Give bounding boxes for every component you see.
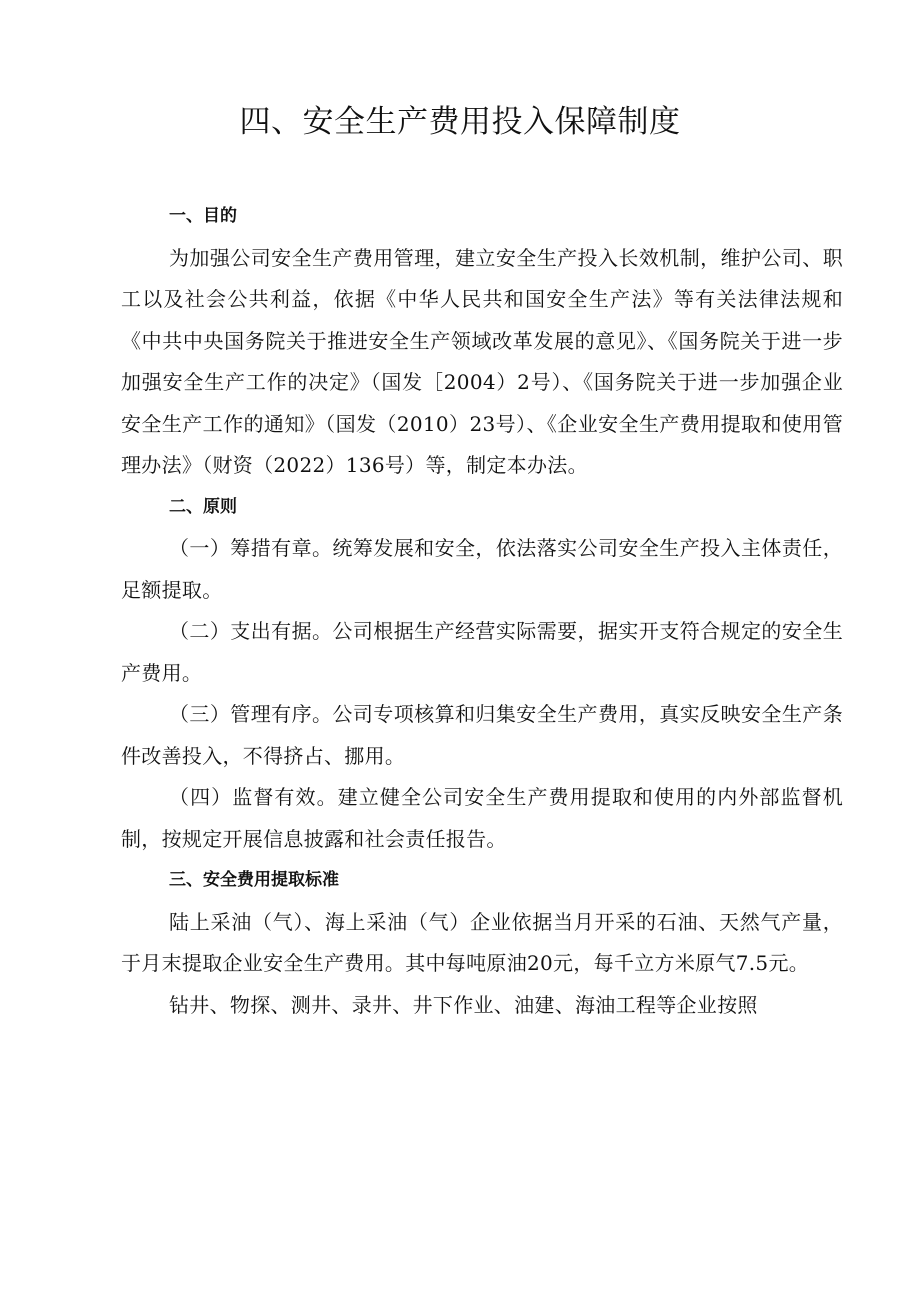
paragraph: （四）监督有效。建立健全公司安全生产费用提取和使用的内外部监督机制，按规定开展信息披露和社会责任报告。 <box>121 785 843 851</box>
paragraph: 陆上采油（气）、海上采油（气）企业依据当月开采的石油、天然气产量，于月末提取企业安全生产费用。其中每吨原油20元，每千立方米原气7.5元。 <box>121 909 843 975</box>
paragraph: （一）筹措有章。统筹发展和安全，依法落实公司安全生产投入主体责任，足额提取。 <box>121 536 843 602</box>
section-heading: 一、目的 <box>169 206 237 226</box>
paragraph: （三）管理有序。公司专项核算和归集安全生产费用，真实反映安全生产条件改善投入，不得挤占、挪用。 <box>121 702 843 768</box>
section-principles <box>121 487 843 861</box>
section-extraction-standard <box>121 860 843 1026</box>
document-title: 四、安全生产费用投入保障制度 <box>239 104 681 140</box>
paragraph: 钻井、物探、测井、录井、井下作业、油建、海油工程等企业按照 <box>169 992 758 1017</box>
section-heading: 三、安全费用提取标准 <box>169 870 339 890</box>
section-purpose <box>121 196 843 487</box>
document-body <box>121 196 843 1026</box>
section-heading: 二、原则 <box>169 496 237 517</box>
paragraph: 为加强公司安全生产费用管理，建立安全生产投入长效机制，维护公司、职工以及社会公共利益，依据《中华人民共和国安全生产法》等有关法律法规和《中共中央国务院关于推进安全生产领域改革发展的意见》、《国务院关于进一步加强安全生产工作的决定》（国发［2004）2号）、《国务院关于进一步加强企业安全生产工作的通知》（国发（2010）23号）、《企业安全生产费用提取和使用管理办法》（财资（2022）136号）等，制定本办法。 <box>121 245 843 477</box>
paragraph: （二）支出有据。公司根据生产经营实际需要，据实开支符合规定的安全生产费用。 <box>121 619 843 685</box>
